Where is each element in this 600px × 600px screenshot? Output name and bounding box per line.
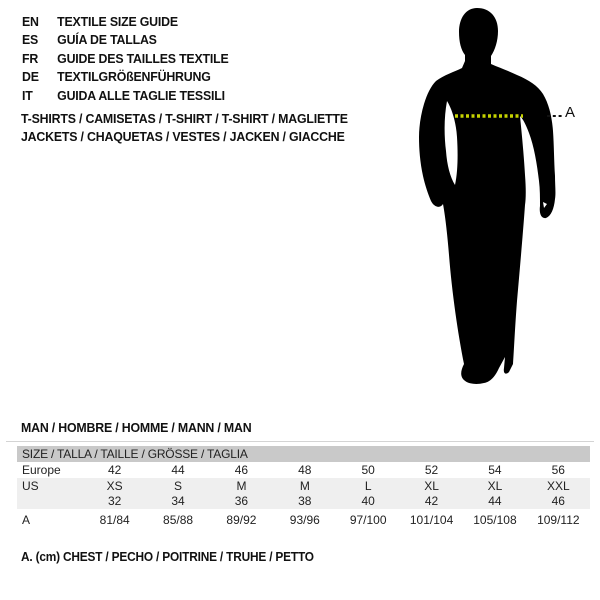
language-label: GUIDA ALLE TAGLIE TESSILI [57, 87, 225, 103]
table-cell: 54 [488, 463, 502, 477]
language-row-it [22, 86, 229, 105]
table-cell: 38 [298, 494, 312, 509]
language-row-de [22, 68, 229, 87]
language-row-en [22, 12, 229, 31]
language-label: GUIDE DES TAILLES TEXTILE [57, 50, 229, 66]
table-cell: XS [106, 478, 123, 493]
garment-types [21, 110, 348, 146]
garment-line-tshirts: T-SHIRTS / CAMISETAS / T-SHIRT / T-SHIRT / MAGLIETTE [21, 111, 348, 126]
row-label: A [22, 513, 31, 527]
table-cell: 50 [361, 463, 375, 477]
table-row-europe [17, 462, 590, 478]
language-code: EN [22, 13, 39, 29]
man-silhouette [419, 8, 555, 384]
row-label: Europe [22, 463, 61, 477]
table-cell: XXL [546, 478, 570, 493]
language-label: TEXTILE SIZE GUIDE [57, 13, 178, 29]
table-cell: M [299, 478, 310, 493]
table-cell: 89/92 [226, 513, 257, 527]
table-row-chest-a [17, 509, 590, 527]
section-title-man: MAN / HOMBRE / HOMME / MANN / MAN [21, 420, 252, 435]
size-table-header: SIZE / TALLA / TAILLE / GRÖSSE / TAGLIA [17, 446, 590, 462]
row-label: US [22, 478, 39, 493]
language-code: DE [22, 69, 39, 85]
language-code: FR [22, 50, 39, 66]
table-cell: XL [424, 478, 439, 493]
language-row-fr [22, 49, 229, 68]
man-silhouette-figure [405, 5, 600, 405]
table-cell: 46 [551, 494, 565, 509]
language-row-es [22, 31, 229, 50]
table-cell: 109/112 [537, 513, 580, 527]
table-cell: S [174, 478, 183, 493]
table-cell: 36 [234, 494, 249, 509]
table-cell: 32 [108, 494, 122, 509]
table-cell: 93/96 [289, 513, 320, 527]
table-cell: 56 [551, 463, 565, 477]
table-cell: 52 [424, 463, 439, 477]
measurement-footnote: A. (cm) CHEST / PECHO / POITRINE / TRUHE / PETTO [21, 550, 314, 564]
table-cell: L [364, 478, 372, 493]
table-cell: M [236, 478, 247, 493]
table-cell: 81/84 [99, 513, 130, 527]
table-cell: 42 [108, 463, 122, 477]
table-cell: 48 [298, 463, 312, 477]
table-cell: XL [487, 478, 503, 493]
table-cell: 42 [424, 494, 439, 509]
garment-line-jackets: JACKETS / CHAQUETAS / VESTES / JACKEN / GIACCHE [21, 129, 345, 144]
table-cell: 85/88 [163, 513, 194, 527]
table-cell: 105/108 [473, 513, 517, 527]
table-cell: 101/104 [409, 513, 454, 527]
language-code: IT [22, 87, 33, 103]
measure-label-a: A [565, 104, 576, 121]
table-cell: 40 [361, 494, 375, 509]
us-rows-stripe [17, 478, 590, 509]
table-cell: 44 [171, 463, 185, 477]
language-label: TEXTILGRÖßENFÜHRUNG [57, 69, 211, 85]
table-row-us-letters [17, 478, 590, 494]
table-cell: 34 [171, 494, 185, 509]
table-row-us-numbers [17, 494, 590, 510]
table-cell: 46 [234, 463, 249, 477]
language-code: ES [22, 32, 39, 48]
table-top-divider [6, 441, 594, 442]
table-cell: 97/100 [349, 513, 387, 527]
language-guide-list [22, 12, 229, 105]
table-cell: 44 [488, 494, 502, 509]
language-label: GUÍA DE TALLAS [57, 32, 157, 48]
size-table [17, 446, 590, 527]
